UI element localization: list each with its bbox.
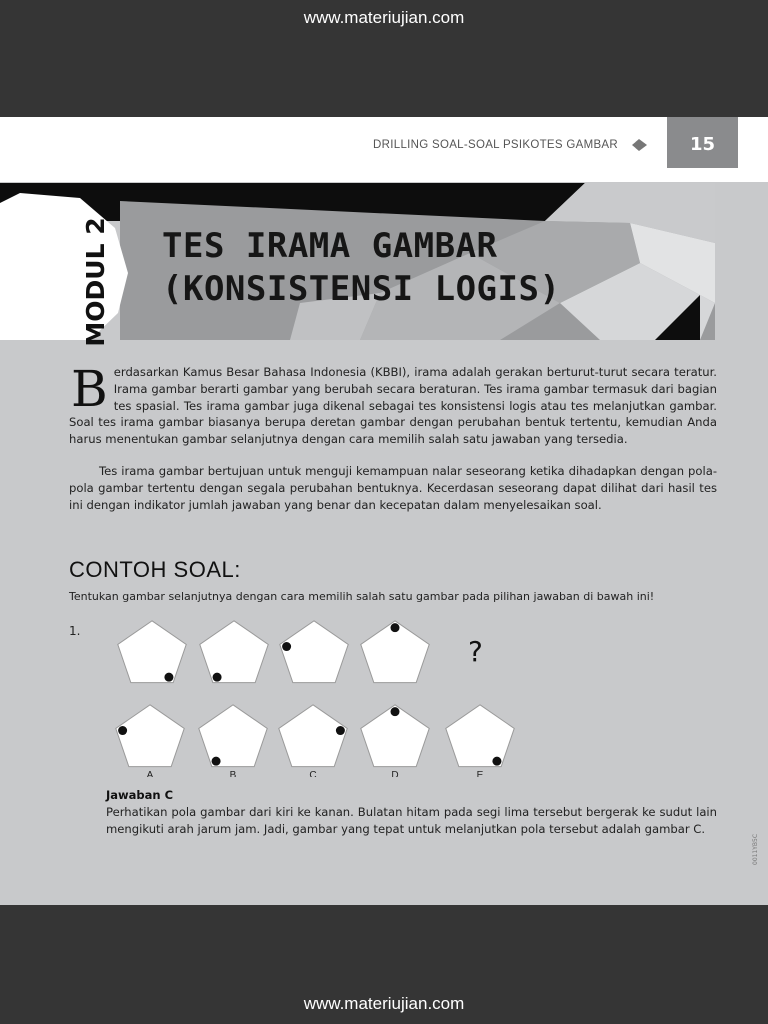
page-header: [0, 117, 768, 182]
module-title-line2: (KONSISTENSI LOGIS): [162, 269, 561, 309]
option-pentagon-e: [446, 705, 514, 767]
answer-title: Jawaban C: [106, 788, 174, 802]
module-title-line1: TES IRAMA GAMBAR: [162, 226, 498, 266]
example-instruction: Tentukan gambar selanjutnya dengan cara memilih salah satu gambar pada pilihan jawaban di bawah ini!: [69, 590, 655, 603]
black-dot: [118, 726, 127, 735]
side-code: 0011YB5C: [752, 833, 759, 865]
black-dot: [391, 707, 400, 716]
option-pentagon-b: [199, 705, 267, 767]
option-label-b: B: [229, 770, 237, 777]
black-dot: [212, 757, 221, 766]
black-dot: [391, 623, 400, 632]
module-label: MODUL 2: [81, 217, 110, 347]
running-title: DRILLING SOAL-SOAL PSIKOTES GAMBAR: [373, 139, 618, 151]
book-page: [0, 117, 768, 905]
pentagon-shape: [279, 705, 347, 767]
website-url-bottom[interactable]: www.materiujian.com: [303, 994, 465, 1013]
intro-paragraph: [69, 360, 717, 448]
pentagon-shape: [446, 705, 514, 767]
answer-explanation: Perhatikan pola gambar dari kiri ke kanan. Bulatan hitam pada segi lima tersebut bergerak ke sudut lain mengikuti arah jarum jam. Jadi, gambar yang tepat untuk melanjutkan pola tersebut adalah gambar C.: [106, 805, 717, 836]
intro-paragraph-text: erdasarkan Kamus Besar Bahasa Indonesia (KBBI), irama adalah gerakan berturut-turut secara teratur. Irama gambar berarti gambar yang berubah secara beraturan. Tes irama gambar termasuk dari bagian tes spasial. Tes irama gambar juga dikenal sebagai tes konsistensi logis atau tes melanjutkan gambar. Soal tes irama gambar biasanya berupa deretan gambar dengan perubahan bentuk tertentu, kemudian Anda harus menentukan gambar selanjutnya dengan cara memilih salah satu jawaban yang tersedia.: [69, 365, 717, 447]
black-dot: [213, 673, 222, 682]
option-pentagon-a: [116, 705, 184, 767]
pentagon-shape: [280, 621, 348, 683]
pentagon-shape: [116, 705, 184, 767]
pentagon-puzzle: [110, 617, 530, 777]
diamond-arrow-icon: [632, 139, 647, 151]
pentagon-shape: [199, 705, 267, 767]
option-label-c: C: [309, 770, 317, 777]
option-pentagon-c: [279, 705, 347, 767]
drop-cap: B: [71, 360, 108, 418]
option-pentagon-d: [361, 705, 429, 767]
option-label-a: A: [146, 770, 154, 777]
question-number: 1.: [69, 624, 81, 638]
sequence-pentagon-3: [280, 621, 348, 683]
sequence-pentagon-1: [118, 621, 186, 683]
option-label-d: D: [391, 770, 399, 777]
sequence-pentagon-4: [361, 621, 429, 683]
black-dot: [336, 726, 345, 735]
pentagon-shape: [118, 621, 186, 683]
question-mark: ?: [468, 635, 483, 668]
pentagon-shape: [200, 621, 268, 683]
second-paragraph: Tes irama gambar bertujuan untuk menguji kemampuan nalar seseorang ketika dihadapkan dengan pola-pola gambar tertentu dengan segala perubahan bentuknya. Kecerdasan seseorang dapat dilihat dari hasil tes ini dengan indikator jumlah jawaban yang benar dan kecepatan dalam menyelesaikan soal.: [69, 464, 717, 512]
page-number: 15: [667, 117, 738, 168]
black-dot: [282, 642, 291, 651]
example-heading: CONTOH SOAL:: [69, 557, 241, 582]
sequence-pentagon-2: [200, 621, 268, 683]
black-dot: [492, 757, 501, 766]
option-label-e: E: [476, 770, 484, 777]
website-url-top[interactable]: www.materiujian.com: [303, 8, 465, 27]
black-dot: [164, 673, 173, 682]
